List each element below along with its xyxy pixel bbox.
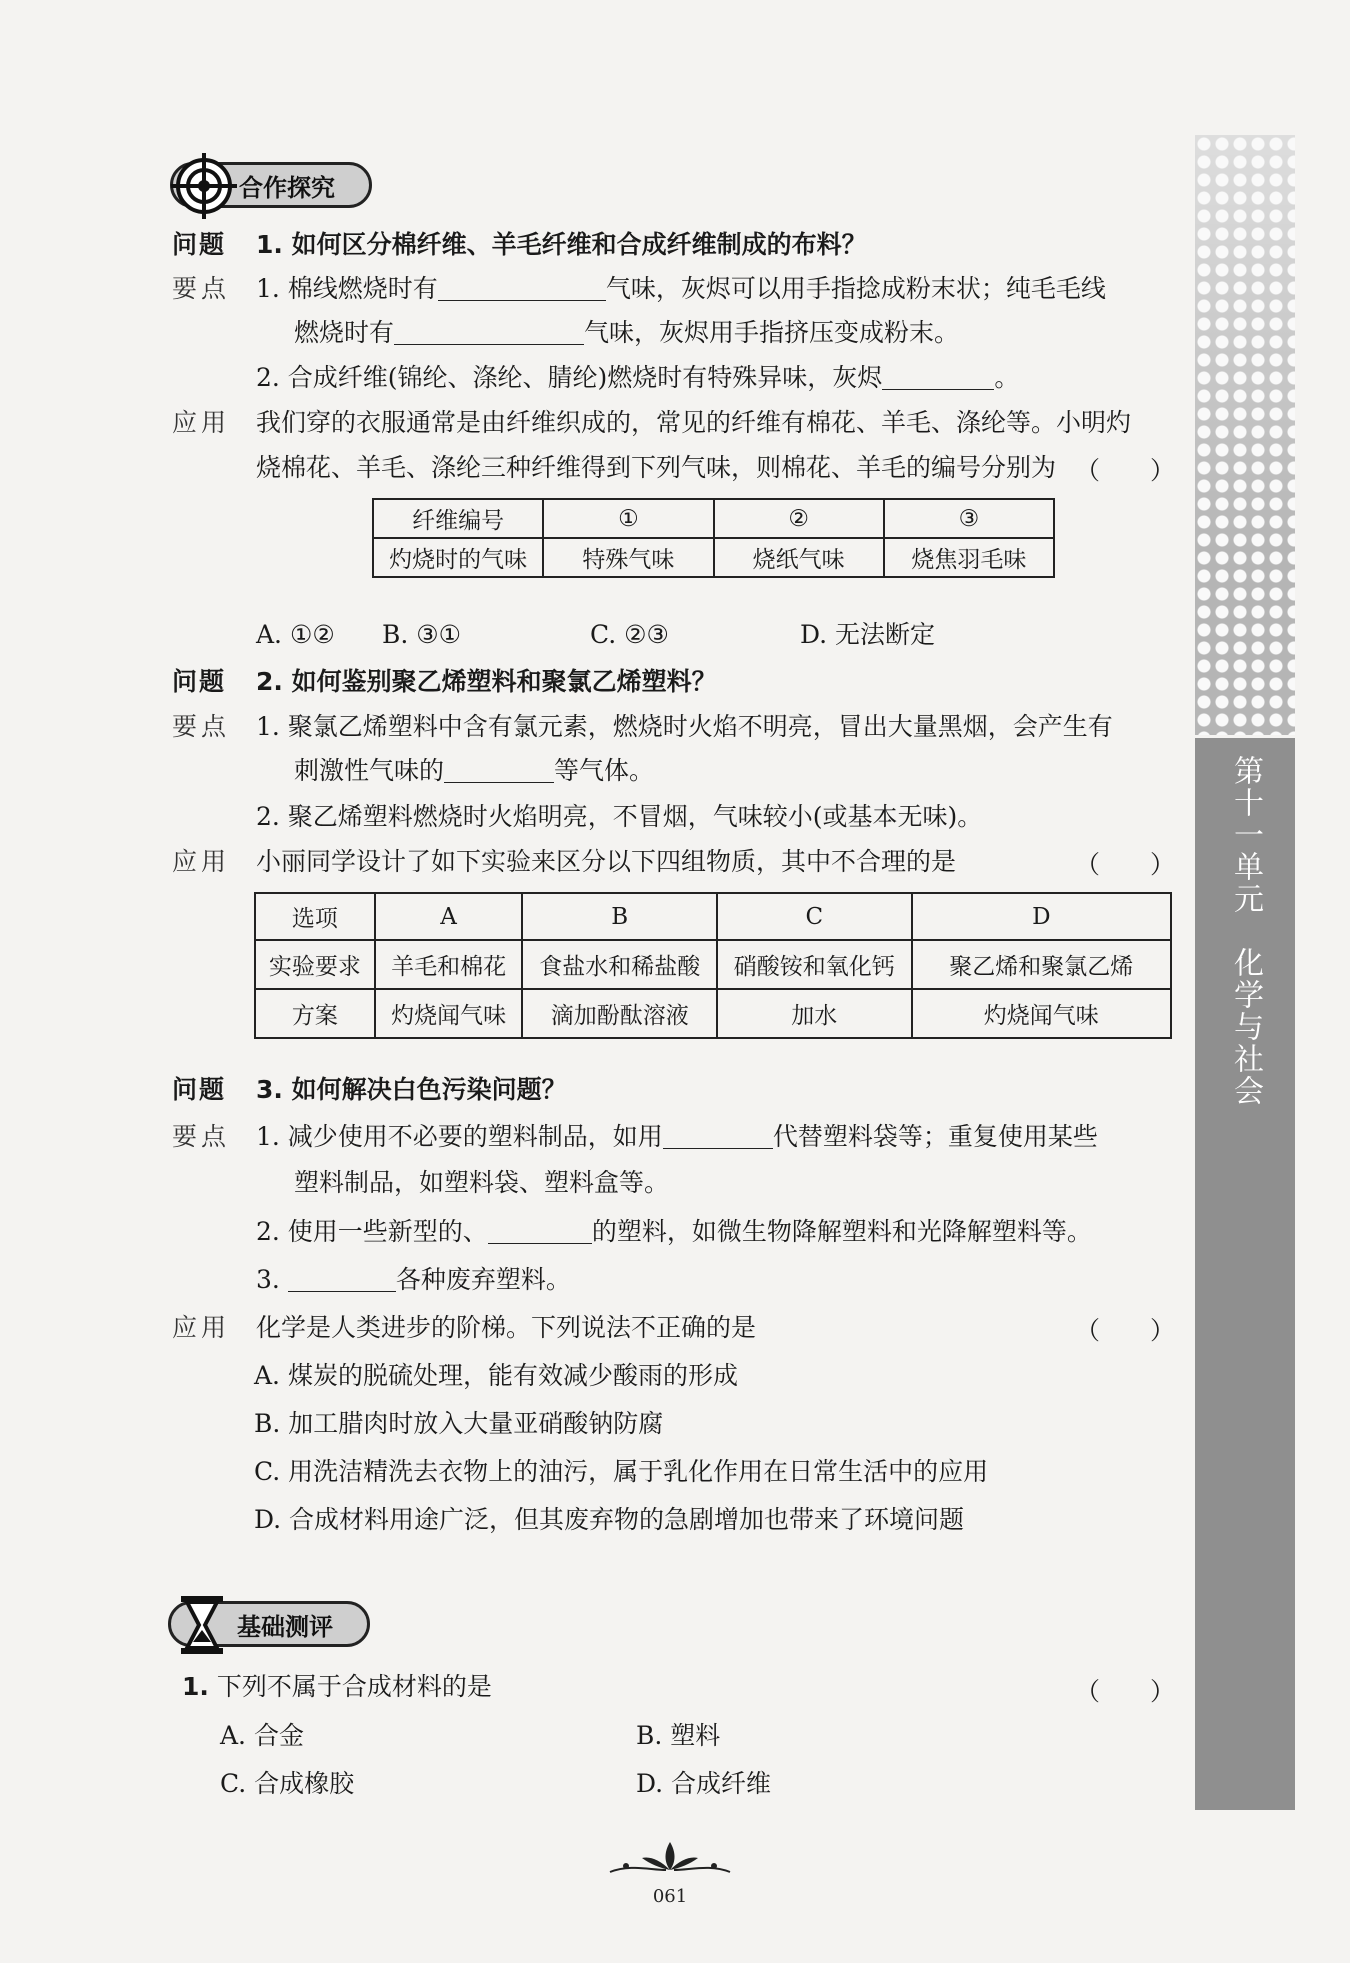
q3-point-3 [256,1263,571,1297]
fill-blank[interactable] [288,1266,396,1292]
table-cell: 羊毛和棉花 [375,940,523,989]
q2-point-1 [172,710,1113,744]
table-cell: 方案 [255,989,375,1038]
table-cell: 灼烧闻气味 [912,989,1171,1038]
point-text: 1. 减少使用不必要的塑料制品，如用 [256,1122,663,1151]
hourglass-icon [167,1590,237,1660]
q1-point-1 [172,272,1106,306]
fill-blank[interactable] [488,1218,592,1244]
q3-point-1-cont: 塑料制品，如塑料袋、塑料盒等。 [294,1168,670,1197]
table-row [373,499,1054,538]
table-row [255,940,1171,989]
fill-blank[interactable] [663,1123,773,1149]
q3-option-c[interactable]: C. 用洗洁精洗去衣物上的油污，属于乳化作用在日常生活中的应用 [254,1457,989,1486]
table-cell: 选项 [255,893,375,940]
floral-ornament-icon [590,1838,750,1878]
q2-point-1-cont [294,754,654,788]
point-text: 2. 合成纤维(锦纶、涤纶、腈纶)燃烧时有特殊异味，灰烬 [256,363,883,392]
t1-option-d[interactable]: D. 合成纤维 [636,1769,772,1798]
question-text: 3. 如何解决白色污染问题？ [256,1075,567,1104]
q3-option-b[interactable]: B. 加工腊肉时放入大量亚硝酸钠防腐 [254,1409,664,1438]
point-text: 的塑料，如微生物降解塑料和光降解塑料等。 [591,1217,1092,1246]
q3-option-d[interactable]: D. 合成材料用途广泛，但其废弃物的急剧增加也带来了环境问题 [254,1505,965,1534]
point-text: 。 [994,363,1020,392]
fill-blank[interactable] [882,364,994,390]
table-row [255,893,1171,940]
question-text: 2. 如何鉴别聚乙烯塑料和聚氯乙烯塑料？ [256,667,717,696]
table-cell: ① [543,499,713,538]
application-tag: 应用 [172,847,231,876]
q1-application-cont [256,451,1056,485]
table-cell: 烧纸气味 [714,538,884,577]
point-text: 燃烧时有 [294,318,395,347]
q1-point-2 [256,361,1019,395]
point-text: 各种废弃塑料。 [395,1265,571,1294]
q2-point-2: 2. 聚乙烯塑料燃烧时火焰明亮，不冒烟，气味较小(或基本无味)。 [256,802,983,831]
side-dot-pattern [1195,135,1295,735]
table-cell: 食盐水和稀盐酸 [522,940,717,989]
table-cell: D [912,893,1171,940]
question-tag: 问题 [172,667,227,696]
unit-title: 第十一单元 化学与社会 [1228,755,1263,1107]
q1-application [172,406,1131,440]
table-cell: 烧焦羽毛味 [884,538,1054,577]
test-question-1 [182,1670,492,1704]
table-cell: C [717,893,912,940]
page-footer [590,1838,750,1907]
table-cell: 灼烧时的气味 [373,538,543,577]
question-tag: 问题 [172,230,227,259]
fill-blank[interactable] [444,757,554,783]
point-text: 等气体。 [554,756,655,785]
table-row [373,538,1054,577]
table-cell: 滴加酚酞溶液 [522,989,717,1038]
point-text: 气味，灰烬用手指挤压变成粉末。 [584,318,960,347]
question-text: 下列不属于合成材料的是 [216,1672,492,1701]
q2-application [172,845,956,879]
side-tab [1195,135,1295,1810]
point-text: 气味，灰烬可以用手指捻成粉末状；纯毛毛线 [605,274,1106,303]
section-badge-cooperation [170,162,372,208]
q3-application [172,1311,756,1345]
table-cell: B [522,893,717,940]
point-text: 1. 棉线燃烧时有 [256,274,438,303]
point-text: 1. 聚氯乙烯塑料中含有氯元素，燃烧时火焰不明亮，冒出大量黑烟，会产生有 [256,712,1113,741]
application-tag: 应用 [172,408,231,437]
question-3-title [172,1073,567,1107]
application-text: 小丽同学设计了如下实验来区分以下四组物质，其中不合理的是 [256,847,957,876]
question-2-title [172,665,717,699]
table-cell: 实验要求 [255,940,375,989]
q3-point-1 [172,1120,1098,1154]
section-title: 合作探究 [239,173,335,202]
table-row [255,989,1171,1038]
question-1-title [172,228,867,262]
points-tag: 要点 [172,274,231,303]
fill-blank[interactable] [438,275,606,301]
answer-paren[interactable]: （ ） [1075,1677,1176,1706]
answer-paren[interactable]: （ ） [1075,850,1176,879]
point-text: 代替塑料袋等；重复使用某些 [772,1122,1098,1151]
q3-point-2 [256,1215,1092,1249]
question-number: 1. [182,1672,209,1701]
target-icon [169,151,239,221]
t1-option-c[interactable]: C. 合成橡胶 [220,1769,355,1798]
q1-option-d[interactable]: D. 无法断定 [800,620,936,649]
experiment-table [254,892,1172,1039]
table-cell: 加水 [717,989,912,1038]
answer-paren[interactable]: （ ） [1075,456,1176,485]
table-cell: 特殊气味 [543,538,713,577]
t1-option-b[interactable]: B. 塑料 [636,1721,721,1750]
fill-blank[interactable] [394,319,584,345]
table-cell: 纤维编号 [373,499,543,538]
point-text: 3. [256,1265,280,1294]
table-cell: 硝酸铵和氧化钙 [717,940,912,989]
section-badge-basic-test [168,1601,370,1647]
fiber-smell-table [372,498,1055,578]
application-tag: 应用 [172,1313,231,1342]
q1-option-b[interactable]: B. ③① [382,620,462,649]
q1-point-1-cont [294,316,959,350]
t1-option-a[interactable]: A. 合金 [220,1721,304,1750]
section-title: 基础测评 [237,1612,333,1641]
table-cell: 聚乙烯和聚氯乙烯 [912,940,1171,989]
q1-option-a[interactable]: A. ①② [256,620,335,649]
table-cell: ③ [884,499,1054,538]
table-cell: A [375,893,523,940]
q3-option-a[interactable]: A. 煤炭的脱硫处理，能有效减少酸雨的形成 [254,1361,738,1390]
question-text: 1. 如何区分棉纤维、羊毛纤维和合成纤维制成的布料？ [256,230,867,259]
points-tag: 要点 [172,712,231,741]
page-number: 061 [652,1886,688,1907]
question-tag: 问题 [172,1075,227,1104]
table-cell: ② [714,499,884,538]
answer-paren[interactable]: （ ） [1075,1316,1176,1345]
points-tag: 要点 [172,1122,231,1151]
application-text: 烧棉花、羊毛、涤纶三种纤维得到下列气味，则棉花、羊毛的编号分别为 [256,453,1057,482]
application-text: 化学是人类进步的阶梯。下列说法不正确的是 [256,1313,757,1342]
table-cell: 灼烧闻气味 [375,989,523,1038]
point-text: 2. 使用一些新型的、 [256,1217,488,1246]
application-text: 我们穿的衣服通常是由纤维织成的，常见的纤维有棉花、羊毛、涤纶等。小明灼 [256,408,1132,437]
side-divider [1195,735,1295,738]
point-text: 刺激性气味的 [294,756,445,785]
q1-option-c[interactable]: C. ②③ [590,620,669,649]
